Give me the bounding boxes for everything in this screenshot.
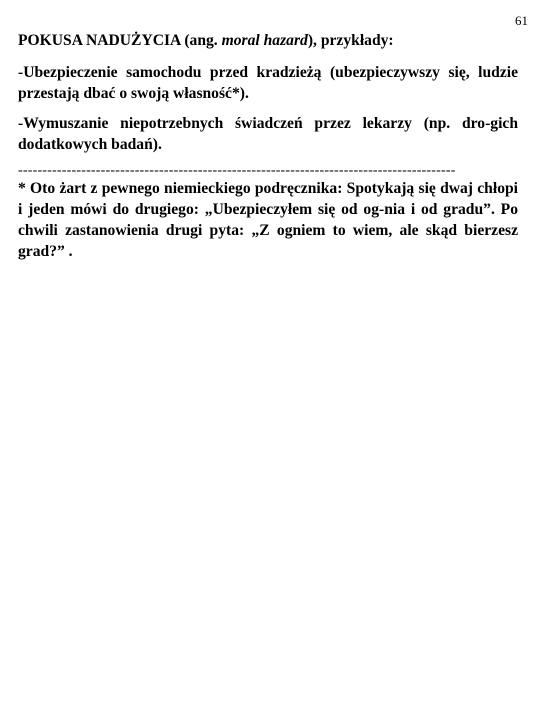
page-number: 61 bbox=[515, 13, 528, 28]
title-prefix: POKUSA NADUŻYCIA (ang. bbox=[18, 32, 222, 49]
page-title bbox=[18, 30, 518, 51]
example-paragraph-1: -Ubezpieczenie samochodu przed kradzieżą (ubezpieczywszy się, ludzie przestają dbać o swoją własność*). bbox=[18, 64, 518, 102]
title-suffix: ), przykłady: bbox=[307, 32, 394, 49]
title-term: moral hazard bbox=[221, 32, 308, 49]
example-paragraph-2: -Wymuszanie niepotrzebnych świadczeń przez lekarzy (np. dro-gich dodatkowych badań). bbox=[18, 115, 518, 153]
document-body bbox=[18, 30, 518, 262]
footnote-text: * Oto żart z pewnego niemieckiego podręcznika: Spotykają się dwaj chłopi i jeden mówi do drugiego: „Ubezpieczyłem się od og-nia i od gradu”. Po chwili zastanowienia drugi pyta: „Z ogniem to wiem, ale skąd bierzesz grad?” . bbox=[18, 180, 518, 260]
footnote-divider: ------------------------------------------------------------------------------------------ bbox=[18, 164, 456, 178]
